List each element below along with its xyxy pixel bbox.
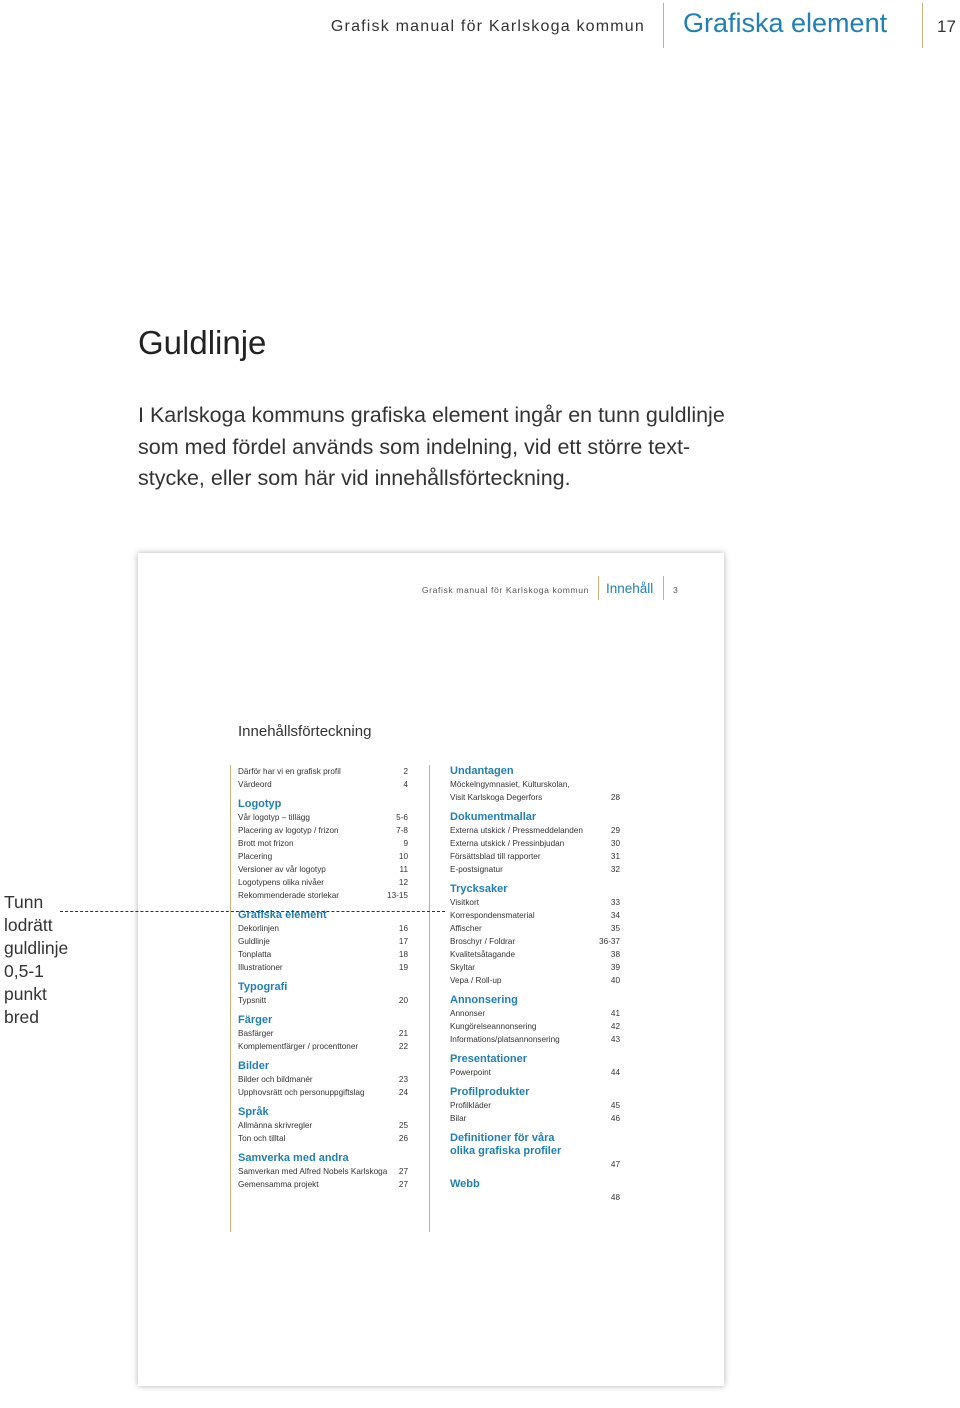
toc-title: Innehållsförteckning xyxy=(238,723,372,740)
annotation-line: 0,5-1 xyxy=(4,961,44,981)
annotation-line: lodrätt xyxy=(4,915,53,935)
toc-item-page: 40 xyxy=(610,976,620,985)
toc-item xyxy=(450,974,620,987)
toc-item-page: 4 xyxy=(403,780,408,789)
toc-group xyxy=(450,1079,620,1125)
toc-item xyxy=(450,935,620,948)
toc-item-label: Skyltar xyxy=(450,963,476,972)
toc-group xyxy=(450,1046,620,1079)
toc-group xyxy=(238,1053,408,1099)
gold-line-left xyxy=(230,765,231,1232)
toc-item-label: Tonplatta xyxy=(238,950,272,959)
toc-item-page: 18 xyxy=(398,950,408,959)
toc-item-label: Rekommenderade storlekar xyxy=(238,891,340,900)
toc-item-label: Versioner av vår logotyp xyxy=(238,865,326,874)
toc-item-label: Vår logotyp – tillägg xyxy=(238,813,310,822)
toc-item xyxy=(238,863,408,876)
toc-item xyxy=(450,824,620,837)
toc-item-label: Profilkläder xyxy=(450,1101,491,1110)
toc-group xyxy=(238,1145,408,1191)
toc-item-page: 27 xyxy=(398,1167,408,1176)
toc-item-page: 28 xyxy=(610,793,620,802)
toc-column-right xyxy=(450,765,620,1204)
toc-item-page: 12 xyxy=(398,878,408,887)
toc-item-page: 43 xyxy=(610,1035,620,1044)
toc-item-page: 22 xyxy=(398,1042,408,1051)
toc-group xyxy=(450,1171,620,1204)
toc-item xyxy=(238,1027,408,1040)
toc-item-page: 33 xyxy=(610,898,620,907)
toc-group xyxy=(238,791,408,902)
preview-page-number: 3 xyxy=(673,585,678,595)
intro-line: stycke, eller som här vid innehållsförteckning. xyxy=(138,466,571,490)
toc-item-page: 39 xyxy=(610,963,620,972)
toc-group-title: Trycksaker xyxy=(450,883,508,895)
toc-item-page: 44 xyxy=(610,1068,620,1077)
toc-group xyxy=(450,987,620,1046)
toc-item-label: Därför har vi en grafisk profil xyxy=(238,767,341,776)
toc-group-title: Dokumentmallar xyxy=(450,811,537,823)
toc-group-title: Typografi xyxy=(238,981,288,993)
toc-item xyxy=(450,948,620,961)
toc-item-page: 47 xyxy=(610,1160,620,1169)
toc-item-label: Affischer xyxy=(450,924,482,933)
toc-item xyxy=(450,922,620,935)
toc-item xyxy=(450,778,620,804)
toc-item xyxy=(238,1132,408,1145)
toc-group-title: Undantagen xyxy=(450,765,514,777)
toc-item-label: Komplementfärger / procenttoner xyxy=(238,1042,359,1051)
annotation-line: guldlinje xyxy=(4,938,69,958)
toc-item xyxy=(450,896,620,909)
header-gold-divider-right xyxy=(922,3,923,48)
toc-item xyxy=(238,948,408,961)
toc-item-page: 32 xyxy=(610,865,620,874)
toc-item-page: 45 xyxy=(610,1101,620,1110)
toc-group-title: Webb xyxy=(450,1178,480,1190)
toc-item-label: Gemensamma projekt xyxy=(238,1180,319,1189)
toc-item-label: E-postsignatur xyxy=(450,865,503,874)
toc-item-page: 16 xyxy=(398,924,408,933)
toc-item-page: 31 xyxy=(610,852,620,861)
toc-item-page: 9 xyxy=(403,839,408,848)
toc-group xyxy=(450,765,620,804)
toc-item-page: 7-8 xyxy=(396,826,408,835)
toc-item-page: 34 xyxy=(610,911,620,920)
toc-group-title: Samverka med andra xyxy=(238,1152,349,1164)
annotation-line: Tunn xyxy=(4,892,44,912)
preview-gold-divider-right xyxy=(663,576,664,600)
toc-group-title: Profilprodukter xyxy=(450,1086,530,1098)
toc-item xyxy=(238,765,408,778)
toc-item xyxy=(238,994,408,1007)
toc-item-label: Bilder och bildmanér xyxy=(238,1075,313,1084)
toc-item-label: Annonser xyxy=(450,1009,486,1018)
toc-item-page: 13-15 xyxy=(387,891,408,900)
toc-column-left xyxy=(238,765,408,1191)
toc-item xyxy=(238,876,408,889)
toc-item xyxy=(238,1178,408,1191)
toc-item xyxy=(450,1033,620,1046)
toc-item-label: Kungörelseannonsering xyxy=(450,1022,537,1031)
toc-item-page: 27 xyxy=(398,1180,408,1189)
toc-item-page: 10 xyxy=(398,852,408,861)
toc-item-label: Bilar xyxy=(450,1114,467,1123)
toc-item-page: 38 xyxy=(610,950,620,959)
toc-item-label: Placering av logotyp / frizon xyxy=(238,826,339,835)
toc-item-page: 19 xyxy=(398,963,408,972)
header-gold-divider xyxy=(663,3,664,48)
header-page-number: 17 xyxy=(937,17,956,36)
toc-item-label: Korrespondensmaterial xyxy=(450,911,535,920)
toc-item-label: Externa utskick / Pressinbjudan xyxy=(450,839,565,848)
toc-item xyxy=(238,850,408,863)
toc-item-label: Informations/platsannonsering xyxy=(450,1035,560,1044)
toc-item-label: Värdeord xyxy=(238,780,272,789)
toc-item-page: 36-37 xyxy=(599,937,620,946)
toc-item-label: Dekorlinjen xyxy=(238,924,279,933)
header-manual-title: Grafisk manual för Karlskoga kommun xyxy=(330,18,645,35)
toc-item-label: Typsnitt xyxy=(238,996,267,1005)
toc-item-label: Basfärger xyxy=(238,1029,274,1038)
toc-item-page: 5-6 xyxy=(396,813,408,822)
toc-item xyxy=(238,1165,408,1178)
toc-item-label: Broschyr / Foldrar xyxy=(450,937,516,946)
toc-item-label: Allmänna skrivregler xyxy=(238,1121,313,1130)
toc-item xyxy=(238,1119,408,1132)
toc-item xyxy=(238,935,408,948)
annotation-line: bred xyxy=(4,1007,40,1027)
preview-section-title: Innehåll xyxy=(606,581,654,596)
toc-item xyxy=(450,1066,620,1079)
toc-item-page: 25 xyxy=(398,1121,408,1130)
toc-item-label: Illustrationer xyxy=(238,963,283,972)
toc-group-title: Språk xyxy=(238,1106,269,1118)
toc-group-title: Presentationer xyxy=(450,1053,528,1065)
toc-group xyxy=(238,902,408,974)
page-title: Guldlinje xyxy=(138,324,267,361)
toc-item xyxy=(238,837,408,850)
toc-item xyxy=(238,1086,408,1099)
toc-item-page: 21 xyxy=(398,1029,408,1038)
intro-paragraph xyxy=(138,400,725,495)
toc-group-title: Annonsering xyxy=(450,994,518,1006)
toc-group xyxy=(238,1007,408,1053)
annotation-line: punkt xyxy=(4,984,47,1004)
toc-item-page: 11 xyxy=(399,865,408,874)
toc-item-page: 41 xyxy=(610,1009,620,1018)
toc-item xyxy=(450,1112,620,1125)
toc-item-label: Logotypens olika nivåer xyxy=(238,878,325,887)
toc-item-page: 29 xyxy=(610,826,620,835)
toc-item-label: Placering xyxy=(238,852,273,861)
toc-item-page: 46 xyxy=(610,1114,620,1123)
toc-item-page: 24 xyxy=(398,1088,408,1097)
toc-item-page: 30 xyxy=(610,839,620,848)
header-section-title: Grafiska element xyxy=(683,8,888,38)
annotation-pointer-line xyxy=(60,911,445,912)
toc-item-label: Försättsblad till rapporter xyxy=(450,852,541,861)
toc-group-title: Grafiska element xyxy=(238,909,327,921)
toc-item-label: Brott mot frizon xyxy=(238,839,294,848)
gold-line-middle xyxy=(429,765,430,1232)
toc-item-page: 48 xyxy=(610,1193,620,1202)
toc-item xyxy=(450,1020,620,1033)
preview-gold-divider xyxy=(598,576,599,600)
toc-item-label: Visitkort xyxy=(450,898,479,907)
toc-group-title: Bilder xyxy=(238,1060,270,1072)
toc-item-page: 26 xyxy=(398,1134,408,1143)
toc-group-title: Färger xyxy=(238,1014,273,1026)
toc-item xyxy=(238,1040,408,1053)
toc-item-label: Externa utskick / Pressmeddelanden xyxy=(450,826,583,835)
toc-group xyxy=(450,1125,620,1171)
toc-item-label: Upphovsrätt och personuppgiftslag xyxy=(238,1088,365,1097)
toc-item-label: Powerpoint xyxy=(450,1068,491,1077)
toc-item xyxy=(238,824,408,837)
intro-line: I Karlskoga kommuns grafiska element ingår en tunn guldlinje xyxy=(138,403,725,427)
toc-item-page: 17 xyxy=(398,937,408,946)
preview-manual-title: Grafisk manual för Karlskoga kommun xyxy=(421,585,589,595)
toc-item xyxy=(238,961,408,974)
toc-item xyxy=(450,1158,620,1171)
toc-item-label: Kvalitetsåtagande xyxy=(450,950,516,959)
toc-group xyxy=(450,804,620,876)
toc-item-label: Möckelngymnasiet, Kulturskolan, Visit Karlskoga Degerfors xyxy=(450,780,570,802)
annotation-label xyxy=(4,891,68,1029)
toc-item xyxy=(238,1073,408,1086)
toc-item xyxy=(450,1007,620,1020)
toc-item xyxy=(450,863,620,876)
toc-group xyxy=(450,876,620,987)
toc-item-label: Guldlinje xyxy=(238,937,270,946)
toc-item xyxy=(238,811,408,824)
toc-item-page: 2 xyxy=(403,767,408,776)
toc-group xyxy=(238,974,408,1007)
toc-item xyxy=(450,1191,620,1204)
toc-group-title: Definitioner för våra olika grafiska profiler xyxy=(450,1132,562,1157)
toc-item xyxy=(450,961,620,974)
toc-item xyxy=(238,889,408,902)
toc-item xyxy=(450,850,620,863)
toc-item-page: 20 xyxy=(398,996,408,1005)
toc-item-page: 42 xyxy=(610,1022,620,1031)
toc-group xyxy=(238,765,408,791)
toc-group xyxy=(238,1099,408,1145)
toc-page-preview xyxy=(138,553,724,1386)
toc-item-page: 35 xyxy=(610,924,620,933)
intro-line: som med fördel används som indelning, vid ett större text- xyxy=(138,434,691,459)
toc-item xyxy=(238,778,408,791)
toc-item-page: 23 xyxy=(398,1075,408,1084)
toc-item-label: Vepa / Roll-up xyxy=(450,976,502,985)
toc-group-title: Logotyp xyxy=(238,798,282,810)
toc-item xyxy=(450,1099,620,1112)
toc-item xyxy=(450,909,620,922)
toc-item-label: Samverkan med Alfred Nobels Karlskoga xyxy=(238,1167,388,1176)
toc-item xyxy=(238,922,408,935)
toc-item-label: Ton och tilltal xyxy=(238,1134,286,1143)
toc-item xyxy=(450,837,620,850)
